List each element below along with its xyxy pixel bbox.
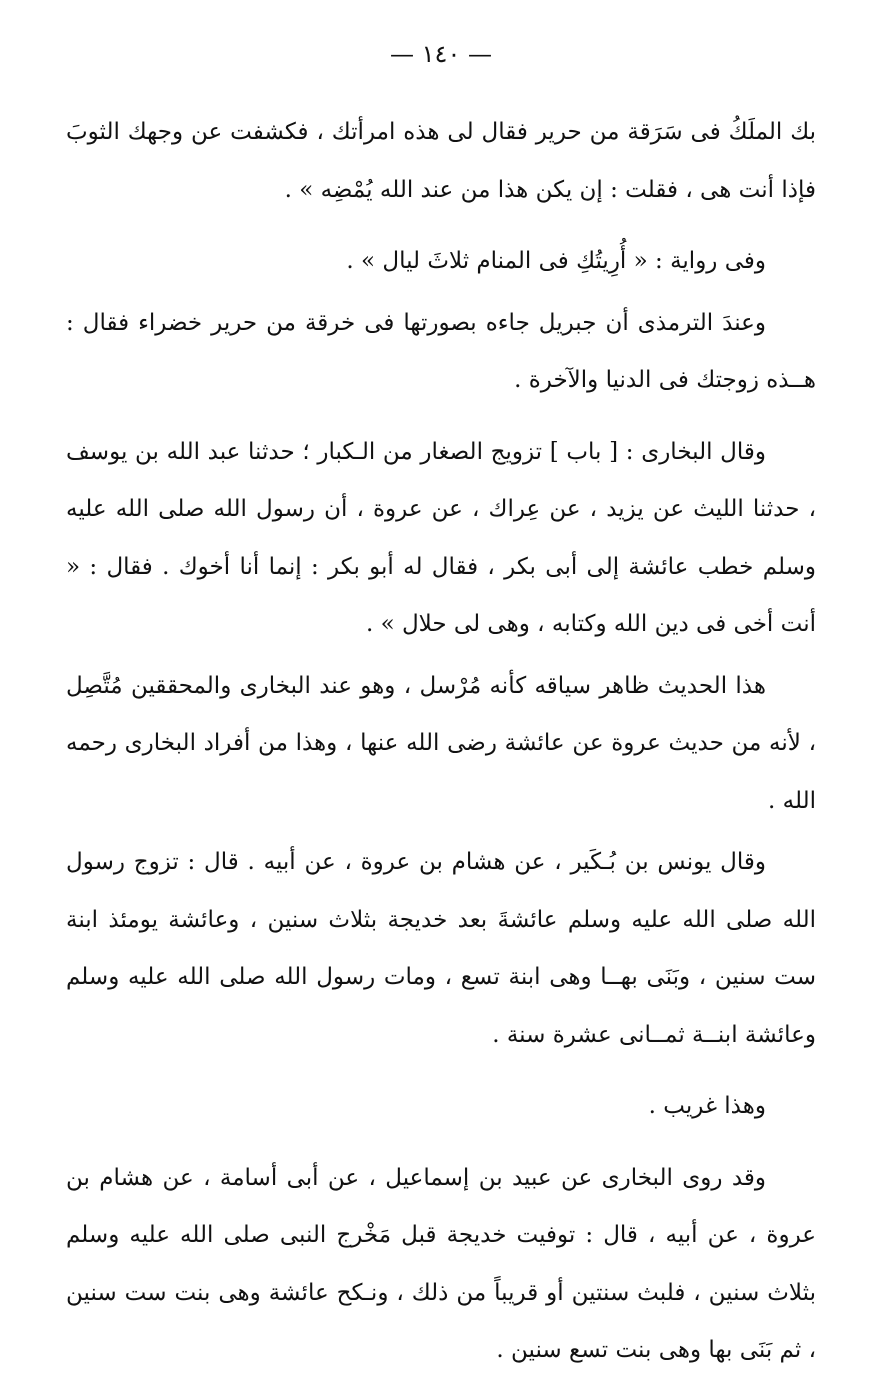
paragraph-hadith-commentary: هذا الحديث ظاهر سياقه كأنه مُرْسل ، وهو عند البخارى والمحققين مُتَّصِل ، لأنه من حديث عروة عن عائشة رضى الله عنها ، وهذا من أفراد البخارى رحمه الله .	[66, 672, 816, 814]
page-number: — ١٤٠ —	[390, 40, 492, 68]
paragraph-continuation: بك الملَكُ فى سَرَقة من حرير فقال لى هذه امرأتك ، فكشفت عن وجهك الثوبَ فإذا أنت هى ، فقلت : إن يكن هذا من عند الله يُمْضِه » .	[66, 119, 816, 203]
paragraph-riwaya: وفى رواية : « أُرِيتُكِ فى المنام ثلاثَ ليال » .	[346, 248, 766, 274]
page-body	[66, 104, 816, 1384]
paragraph-gharib: وهذا غريب .	[648, 1093, 766, 1119]
paragraph-tirmidhi: وعندَ الترمذى أن جبريل جاءه بصورتها فى خرقة من حرير خضراء فقال : هــذه زوجتك فى الدنيا والآخرة .	[66, 309, 816, 393]
paragraph-bukhari-obaid: وقد روى البخارى عن عبيد بن إسماعيل ، عن أبى أسامة ، عن هشام بن عروة ، عن أبيه ، قال : توفيت خديجة قبل مَخْرج النبى صلى الله عليه وسلم بثلاث سنين ، فلبث سنتين أو قريباً من ذلك ، ونـكح عائشة وهى بنت ست سنين ، ثم بَنَى بها وهى بنت تسع سنين .	[66, 1164, 816, 1363]
paragraph-bukhari-bab: وقال البخارى : [ باب ] تزويج الصغار من الـكبار ؛ حدثنا عبد الله بن يوسف ، حدثنا الليث عن يزيد ، عن عِراك ، عن عروة ، أن رسول الله صلى الله عليه وسلم خطب عائشة إلى أبى بكر ، فقال له أبو بكر : إنما أنا أخوك . فقال : « أنت أخى فى دين الله وكتابه ، وهى لى حلال » .	[66, 438, 816, 637]
paragraph-yunus-bin-bukair: وقال يونس بن بُـكَير ، عن هشام بن عروة ، عن أبيه . قال : تزوج رسول الله صلى الله عليه وسلم عائشةَ بعد خديجة بثلاث سنين ، وعائشة يومئذ ابنة ست سنين ، وبَنَى بهــا وهى ابنة تسع ، ومات رسول الله صلى الله عليه وسلم وعائشة ابنــة ثمــانى عشرة سنة .	[66, 849, 816, 1048]
